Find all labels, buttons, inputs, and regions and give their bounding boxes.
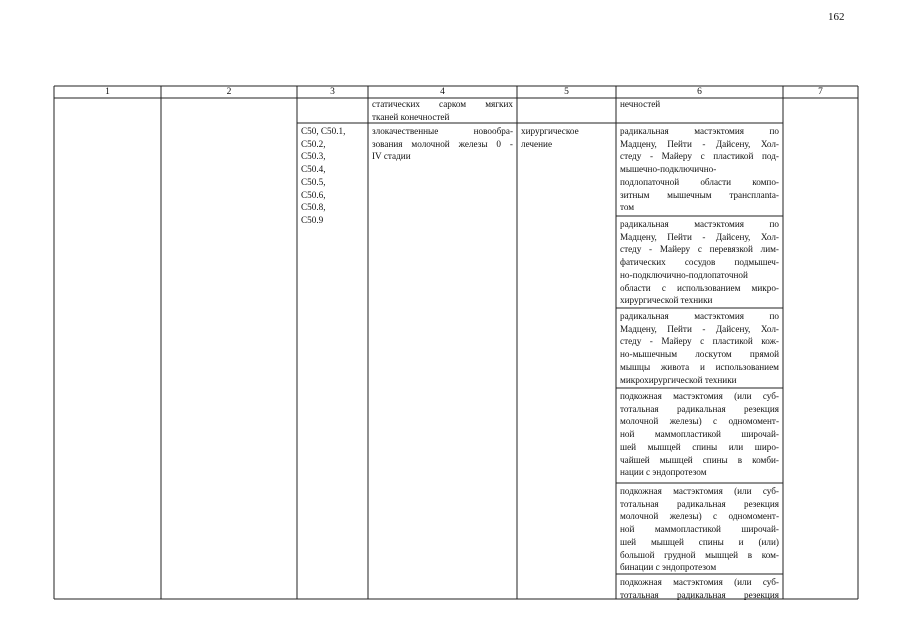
diagnosis-line: зования молочной железы 0 - <box>372 138 513 149</box>
header-col-5: 5 <box>564 87 569 97</box>
header-col-3: 3 <box>330 87 335 97</box>
procedure-line: фатических сосудов подмышеч- <box>620 257 779 268</box>
procedure-line: радикальная мастэктомия по <box>620 219 779 229</box>
icd-code: C50.9 <box>301 214 324 225</box>
procedure-line: нации с эндопротезом <box>620 467 707 478</box>
icd-code: C50.8, <box>301 202 326 213</box>
procedure-line: подлопаточной области компо- <box>620 176 779 187</box>
treatment-text <box>521 125 613 150</box>
procedure-3 <box>620 310 779 386</box>
icd-codes <box>301 125 367 227</box>
procedure-line: мышечно-подключично- <box>620 164 717 175</box>
diagnosis-line: злокачественные новообра- <box>372 126 513 136</box>
procedure-line: области с использованием микро- <box>620 282 779 293</box>
continuation-procedure <box>620 98 779 111</box>
page-number: 162 <box>828 11 845 23</box>
header-col-6: 6 <box>697 87 702 97</box>
procedure-1 <box>620 125 779 214</box>
procedure-6 <box>620 576 779 601</box>
icd-code: C50.5, <box>301 176 326 187</box>
procedure-line: подкожная мастэктомия (или суб- <box>620 577 779 587</box>
procedure-2 <box>620 218 779 307</box>
procedure-line: молочной железы) с одномомент- <box>620 416 779 427</box>
procedure-line: микрохирургической техники <box>620 374 737 385</box>
treatment-line: хирургическое <box>521 126 579 136</box>
procedure-line: шей мышцей спины и (или) <box>620 536 779 547</box>
procedure-line: подкожная мастэктомия (или суб- <box>620 391 779 401</box>
procedure-line: тотальная радикальная резекция <box>620 498 779 509</box>
procedure-line: но-подключично-подлопаточной <box>620 269 748 280</box>
procedure-line: большой грудной мышцей в ком- <box>620 549 779 560</box>
procedure-line: молочной железы) с одномомент- <box>620 511 779 522</box>
icd-code: C50.4, <box>301 164 326 175</box>
continuation-diagnosis-line: тканей конечностей <box>372 111 450 122</box>
header-col-1: 1 <box>105 87 110 97</box>
treatment-line: лечение <box>521 138 553 149</box>
procedure-line: подкожная мастэктомия (или суб- <box>620 486 779 496</box>
icd-code: C50, C50.1, <box>301 126 346 136</box>
procedure-line: мышцы живота и использованием <box>620 361 779 372</box>
diagnosis-line: IV стадии <box>372 151 411 162</box>
procedure-line: бинации с эндопротезом <box>620 562 717 573</box>
header-col-7: 7 <box>818 87 823 97</box>
procedure-line: ной маммопластикой широчай- <box>620 524 779 535</box>
icd-code: C50.2, <box>301 138 326 149</box>
procedure-line: тотальная радикальная резекция <box>620 589 779 600</box>
procedure-line: чайшей мышцей спины в комби- <box>620 454 779 465</box>
diagnosis-text <box>372 125 513 163</box>
procedure-line: ной маммопластикой широчай- <box>620 429 779 440</box>
procedure-line: радикальная мастэктомия по <box>620 311 779 321</box>
procedure-line: стеду - Майеру с пластикой кож- <box>620 336 779 347</box>
procedure-line: Мадцену, Пейти - Дайсену, Хол- <box>620 231 779 242</box>
procedure-4 <box>620 390 779 479</box>
procedure-line: радикальная мастэктомия по <box>620 126 779 136</box>
procedure-line: тотальная радикальная резекция <box>620 403 779 414</box>
header-col-4: 4 <box>440 87 445 97</box>
continuation-procedure-line: нечностей <box>620 99 661 109</box>
icd-code: C50.3, <box>301 151 326 162</box>
procedure-line: Мадцену, Пейти - Дайсену, Хол- <box>620 138 779 149</box>
procedure-line: стеду - Майеру с пластикой под- <box>620 151 779 162</box>
icd-code: C50.6, <box>301 189 326 200</box>
continuation-diagnosis <box>372 98 513 123</box>
procedure-line: шей мышцей спины или широ- <box>620 441 779 452</box>
procedure-line: Мадцену, Пейти - Дайсену, Хол- <box>620 323 779 334</box>
procedure-line: но-мышечным лоскутом прямой <box>620 349 779 360</box>
procedure-line: том <box>620 202 635 213</box>
header-col-2: 2 <box>226 87 232 97</box>
procedure-5 <box>620 485 779 574</box>
procedure-line: зитным мышечным трансплanta- <box>620 189 779 200</box>
procedure-line: хирургической техники <box>620 295 713 306</box>
continuation-diagnosis-line: статических сарком мягких <box>372 99 513 109</box>
procedure-line: стеду - Майеру с перевязкой лим- <box>620 244 779 255</box>
